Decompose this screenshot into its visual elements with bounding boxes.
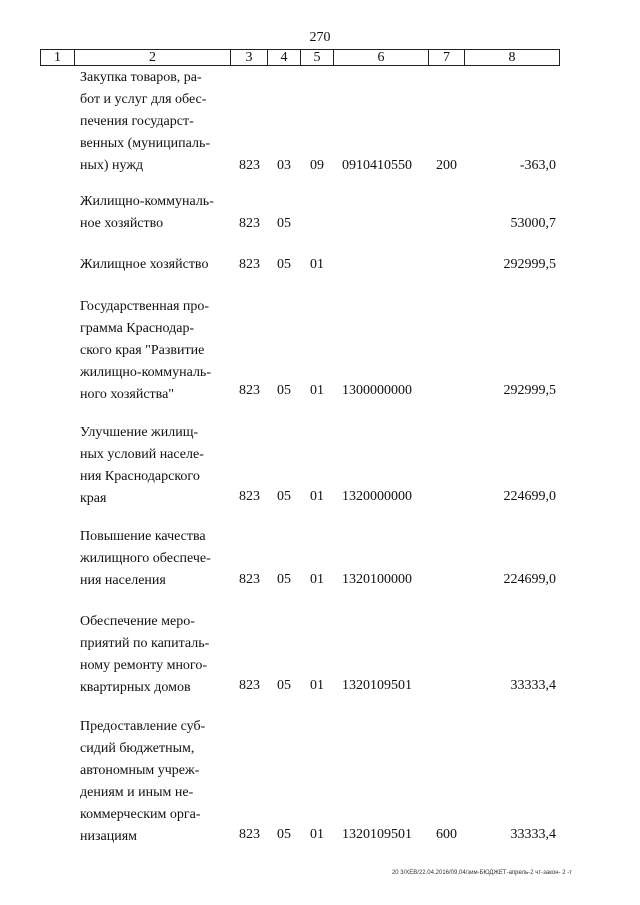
row-target-article: 1320109501 xyxy=(342,827,412,842)
header-col-4: 4 xyxy=(268,50,301,65)
row-amount: 292999,5 xyxy=(503,257,556,272)
row-subsection-code: 01 xyxy=(310,489,324,504)
row-description: Улучшение жилищ- ных условий населе- ния Краснодарского края xyxy=(80,425,204,506)
row-description: Государственная про- грамма Краснодар- ского края "Развитие жилищно-коммуналь- ного хозяйства" xyxy=(80,299,211,402)
row-amount: 53000,7 xyxy=(510,216,556,231)
row-ministry-code: 823 xyxy=(239,572,260,587)
page-number: 270 xyxy=(309,30,331,45)
header-col-3: 3 xyxy=(231,50,268,65)
row-amount: 33333,4 xyxy=(510,827,556,842)
row-target-article: 1320100000 xyxy=(342,572,412,587)
row-target-article: 0910410550 xyxy=(342,158,412,173)
row-section-code: 05 xyxy=(277,257,291,272)
row-section-code: 05 xyxy=(277,489,291,504)
row-expense-type: 600 xyxy=(436,827,457,842)
header-col-7: 7 xyxy=(429,50,465,65)
header-col-1: 1 xyxy=(41,50,75,65)
row-subsection-code: 01 xyxy=(310,572,324,587)
row-amount: 292999,5 xyxy=(503,383,556,398)
row-expense-type: 200 xyxy=(436,158,457,173)
row-section-code: 05 xyxy=(277,678,291,693)
row-amount: -363,0 xyxy=(519,158,556,173)
row-amount: 224699,0 xyxy=(503,489,556,504)
row-subsection-code: 01 xyxy=(310,383,324,398)
row-subsection-code: 01 xyxy=(310,678,324,693)
header-col-2: 2 xyxy=(75,50,231,65)
footer-file-reference: 20 3/ХЕВ/22.04.2016/09.04/зим-БЮДЖЕТ-апрель-2 чт-закон- 2 -т xyxy=(391,870,572,876)
header-col-8: 8 xyxy=(508,50,516,65)
row-subsection-code: 09 xyxy=(310,158,324,173)
row-target-article: 1320000000 xyxy=(342,489,412,504)
row-ministry-code: 823 xyxy=(239,216,260,231)
row-description: Закупка товаров, ра- бот и услуг для обес- печения государст- венных (муниципаль- ных) нужд xyxy=(80,70,210,173)
row-amount: 224699,0 xyxy=(503,572,556,587)
row-section-code: 05 xyxy=(277,572,291,587)
row-section-code: 05 xyxy=(277,827,291,842)
row-section-code: 05 xyxy=(277,216,291,231)
row-ministry-code: 823 xyxy=(239,678,260,693)
table-header-row xyxy=(40,49,560,66)
row-ministry-code: 823 xyxy=(239,257,260,272)
row-target-article: 1320109501 xyxy=(342,678,412,693)
row-section-code: 05 xyxy=(277,383,291,398)
row-amount: 33333,4 xyxy=(510,678,556,693)
row-description: Повышение качества жилищного обеспече- ния населения xyxy=(80,529,211,588)
header-col-6: 6 xyxy=(334,50,429,65)
row-subsection-code: 01 xyxy=(310,257,324,272)
row-ministry-code: 823 xyxy=(239,383,260,398)
row-description: Обеспечение меро- приятий по капиталь- ному ремонту много- квартирных домов xyxy=(80,614,210,695)
row-description: Жилищное хозяйство xyxy=(80,257,209,272)
row-target-article: 1300000000 xyxy=(342,383,412,398)
row-ministry-code: 823 xyxy=(239,489,260,504)
row-ministry-code: 823 xyxy=(239,158,260,173)
row-section-code: 03 xyxy=(277,158,291,173)
row-description: Жилищно-коммуналь- ное хозяйство xyxy=(80,194,214,231)
row-description: Предоставление суб- сидий бюджетным, автономным учреж- дениям и иным не- коммерческим орга- низациям xyxy=(80,719,206,844)
row-ministry-code: 823 xyxy=(239,827,260,842)
row-subsection-code: 01 xyxy=(310,827,324,842)
header-col-5: 5 xyxy=(301,50,334,65)
